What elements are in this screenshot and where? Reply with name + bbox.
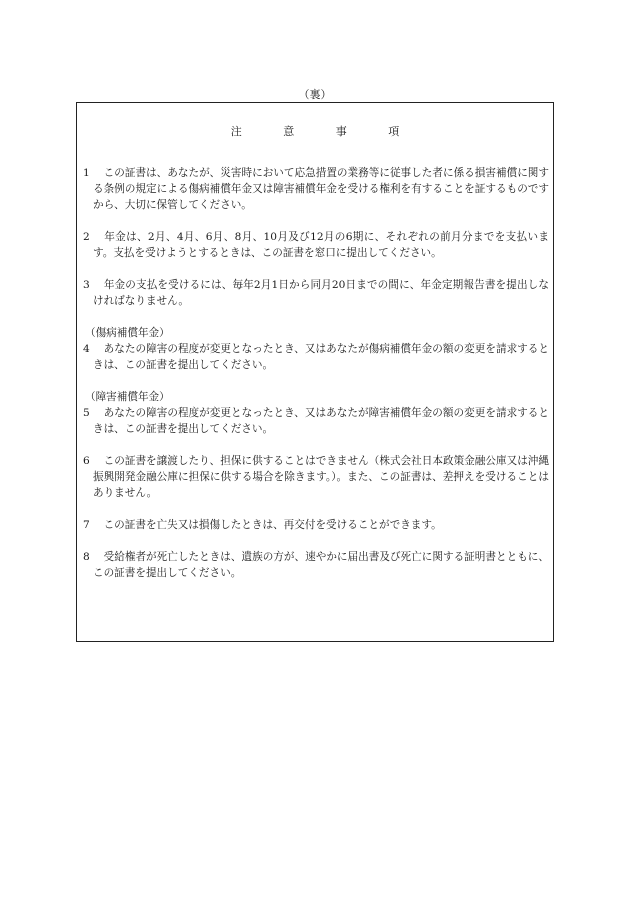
item-heading: （傷病補償年金） [85,327,170,339]
item-text: 年金は、2月、4月、6月、8月、10月及び12月の6期に、それぞれの前月分までを支払います。支払を受けようとするときは、この証書を窓口に提出してください。 [93,231,549,259]
item-heading: （障害補償年金） [85,391,170,403]
notice-item-3 [83,277,549,309]
item-text: あなたの障害の程度が変更となったとき、又はあなたが傷病補償年金の額の変更を請求するときは、この証書を提出してください。 [93,343,549,371]
notice-content [83,165,549,597]
item-text: あなたの障害の程度が変更となったとき、又はあなたが障害補償年金の額の変更を請求するときは、この証書を提出してください。 [93,407,549,435]
item-text: 受給権者が死亡したときは、遺族の方が、速やかに届出書及び死亡に関する証明書とともに、この証書を提出してください。 [93,551,550,579]
notice-item-5 [83,405,549,437]
item-number: 3 [83,279,90,291]
notice-item-6 [83,453,549,501]
notice-item-2 [83,229,549,261]
item-number: 7 [83,519,90,531]
item-number: 4 [83,343,90,355]
notice-title [77,123,553,139]
item-text: この証書を譲渡したり、担保に供することはできません（株式会社日本政策金融公庫又は沖縄振興開発金融公庫に担保に供する場合を除きます。）。また、この証書は、差押えを受けることはありません。 [93,455,550,499]
item-text: 年金の支払を受けるには、毎年2月1日から同月20日までの間に、年金定期報告書を提出しなければなりません。 [93,279,549,307]
title-char: 注 [230,125,242,138]
item-number: 5 [83,407,90,419]
notice-group-disability-pension [83,389,549,437]
notice-item-7 [83,517,549,533]
title-char: 項 [388,125,400,138]
notice-box [76,102,554,642]
item-number: 8 [83,551,90,563]
item-text: この証書を亡失又は損傷したときは、再交付を受けることができます。 [103,519,442,531]
page-side-label: （裏） [298,88,332,101]
notice-item-8 [83,549,549,581]
notice-item-4 [83,341,549,373]
title-char: 事 [335,125,347,138]
notice-group-sickness-pension [83,325,549,373]
notice-item-1 [83,165,549,213]
item-number: 1 [83,167,90,179]
item-text: この証書は、あなたが、災害時において応急措置の業務等に従事した者に係る損害補償に関する条例の規定による傷病補償年金又は障害補償年金を受ける権利を有することを証するものですから、大切に保管してください。 [93,167,550,211]
item-number: 2 [83,231,90,243]
item-number: 6 [83,455,90,467]
title-char: 意 [283,125,295,138]
